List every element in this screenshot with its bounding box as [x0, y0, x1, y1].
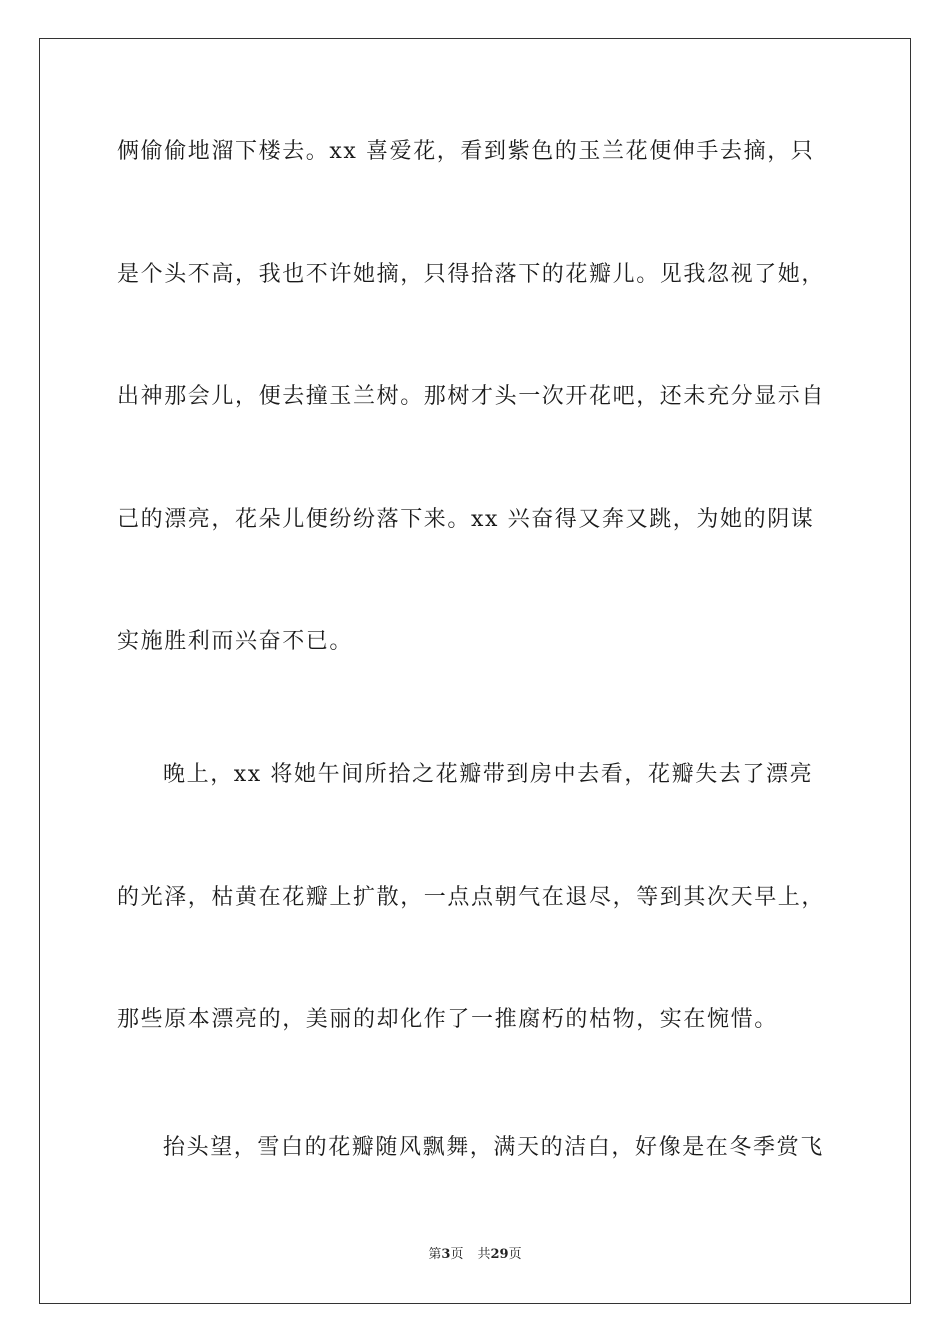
total-suffix: 页 — [508, 1247, 522, 1262]
text-line: 出神那会儿，便去撞玉兰树。那树才头一次开花吧，还未充分显示自 — [117, 384, 826, 409]
page-prefix: 第 — [428, 1247, 442, 1262]
page-current: 3 — [441, 1247, 451, 1262]
paragraph-first-line: 抬头望，雪白的花瓣随风飘舞，满天的洁白，好像是在冬季赏飞 — [163, 1135, 824, 1160]
total-prefix: 共 — [477, 1247, 491, 1262]
paragraph-first-line: 晚上，xx 将她午间所拾之花瓣带到房中去看，花瓣失去了漂亮 — [163, 762, 814, 787]
page-footer — [0, 1246, 950, 1264]
page-suffix: 页 — [450, 1247, 464, 1262]
text-line: 俩偷偷地溜下楼去。xx 喜爱花，看到紫色的玉兰花便伸手去摘，只 — [117, 139, 815, 164]
page-border — [39, 38, 911, 1304]
text-line: 实施胜利而兴奋不已。 — [117, 629, 354, 654]
text-line: 的光泽，枯黄在花瓣上扩散，一点点朝气在退尽，等到其次天早上， — [117, 885, 826, 910]
page-total: 29 — [490, 1247, 509, 1262]
text-line: 己的漂亮，花朵儿便纷纷落下来。xx 兴奋得又奔又跳，为她的阴谋 — [117, 507, 815, 532]
text-line: 是个头不高，我也不许她摘，只得拾落下的花瓣儿。见我忽视了她， — [117, 262, 826, 287]
text-line: 那些原本漂亮的，美丽的却化作了一推腐朽的枯物，实在惋惜。 — [117, 1007, 778, 1032]
